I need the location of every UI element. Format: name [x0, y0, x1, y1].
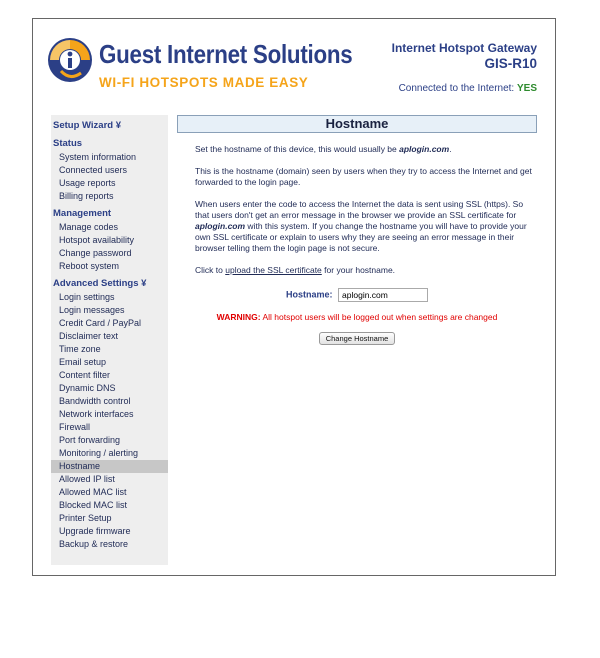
sidebar-item-firewall[interactable]: Firewall	[59, 422, 91, 432]
sidebar-item-manage-codes[interactable]: Manage codes	[59, 222, 119, 232]
upload-text-post: for your hostname.	[321, 265, 396, 275]
sidebar-item-printer-setup[interactable]: Printer Setup	[59, 513, 112, 523]
sidebar-item-hotspot-availability[interactable]: Hotspot availability	[59, 235, 135, 245]
connection-value: YES	[516, 83, 537, 94]
connection-label: Connected to the Internet:	[398, 83, 515, 94]
sidebar-item-content-filter[interactable]: Content filter	[59, 370, 111, 380]
upload-ssl-link[interactable]: upload the SSL certificate	[225, 265, 322, 275]
page-frame	[32, 18, 556, 576]
sidebar-item-email-setup[interactable]: Email setup	[59, 357, 107, 367]
sidebar-item-credit-card-paypal[interactable]: Credit Card / PayPal	[59, 318, 142, 328]
sidebar-item-login-settings[interactable]: Login settings	[59, 292, 115, 302]
hostname-input[interactable]	[338, 288, 428, 302]
sidebar-item-network-interfaces[interactable]: Network interfaces	[59, 409, 134, 419]
sidebar-section-advanced[interactable]: Advanced Settings ¥	[53, 278, 147, 289]
sidebar-item-system-information[interactable]: System information	[59, 152, 137, 162]
ssl-paragraph	[177, 199, 537, 254]
status-menu	[51, 151, 168, 203]
sidebar-item-hostname[interactable]: Hostname	[51, 460, 168, 473]
sidebar-section-status: Status	[53, 138, 83, 149]
warning-message	[177, 312, 537, 322]
sidebar-item-port-forwarding[interactable]: Port forwarding	[59, 435, 121, 445]
sidebar-setup-wizard[interactable]: Setup Wizard ¥	[53, 120, 122, 131]
sidebar-item-change-password[interactable]: Change password	[59, 248, 132, 258]
sidebar-section-management: Management	[53, 208, 112, 219]
intro-paragraph	[177, 144, 537, 155]
sidebar	[51, 115, 168, 565]
warning-text: All hotspot users will be logged out when settings are changed	[260, 312, 498, 322]
sidebar-item-time-zone[interactable]: Time zone	[59, 344, 101, 354]
brand-logo[interactable]	[47, 35, 353, 111]
sidebar-item-billing-reports[interactable]: Billing reports	[59, 191, 114, 201]
sidebar-item-allowed-mac-list[interactable]: Allowed MAC list	[59, 487, 127, 497]
sidebar-item-connected-users[interactable]: Connected users	[59, 165, 128, 175]
sidebar-item-blocked-mac-list[interactable]: Blocked MAC list	[59, 500, 128, 510]
advanced-menu	[51, 291, 168, 551]
page-title: Hostname	[177, 115, 537, 133]
description-paragraph: This is the hostname (domain) seen by users when they try to access the Internet and get forwarded to the login page.	[195, 166, 532, 187]
intro-hostname: aplogin.com	[399, 144, 450, 154]
intro-text: Set the hostname of this device, this would usually be	[195, 144, 400, 154]
ssl-text-pre: When users enter the code to access the Internet the data is sent using SSL (https). So that users don't get an error message in the browser we provide an SSL certificate for	[195, 199, 524, 220]
model-name: GIS-R10	[484, 56, 537, 71]
sidebar-item-disclaimer-text[interactable]: Disclaimer text	[59, 331, 119, 341]
sidebar-item-reboot-system[interactable]: Reboot system	[59, 261, 120, 271]
product-name: Internet Hotspot Gateway	[391, 41, 537, 55]
sidebar-item-usage-reports[interactable]: Usage reports	[59, 178, 116, 188]
sidebar-item-allowed-ip-list[interactable]: Allowed IP list	[59, 474, 115, 484]
sidebar-item-bandwidth-control[interactable]: Bandwidth control	[59, 396, 131, 406]
logo-icon	[47, 37, 93, 83]
warning-label: WARNING:	[216, 312, 261, 322]
upload-text-pre: Click to	[195, 265, 226, 275]
management-menu	[51, 221, 168, 273]
sidebar-item-dynamic-dns[interactable]: Dynamic DNS	[59, 383, 116, 393]
sidebar-item-monitoring-alerting[interactable]: Monitoring / alerting	[59, 448, 139, 458]
upload-paragraph	[177, 265, 537, 276]
change-hostname-button[interactable]: Change Hostname	[319, 332, 396, 345]
brand-tagline: WI-FI HOTSPOTS MADE EASY	[99, 75, 309, 90]
hostname-row	[177, 288, 537, 302]
sidebar-item-upgrade-firmware[interactable]: Upgrade firmware	[59, 526, 131, 536]
connection-status	[392, 83, 537, 94]
ssl-hostname: aplogin.com	[195, 221, 246, 231]
sidebar-item-login-messages[interactable]: Login messages	[59, 305, 125, 315]
brand-name: Guest Internet Solutions	[99, 39, 353, 69]
sidebar-item-backup-restore[interactable]: Backup & restore	[59, 539, 129, 549]
ssl-text-post: with this system. If you change the hostname you will have to provide your own SSL certificate or explain to users why they are seeing an error message in their browser telling them the login page is not secure.	[195, 221, 527, 253]
hostname-label: Hostname:	[285, 289, 333, 300]
intro-period: .	[449, 144, 452, 154]
main-content	[177, 115, 537, 345]
header-info	[392, 41, 537, 94]
